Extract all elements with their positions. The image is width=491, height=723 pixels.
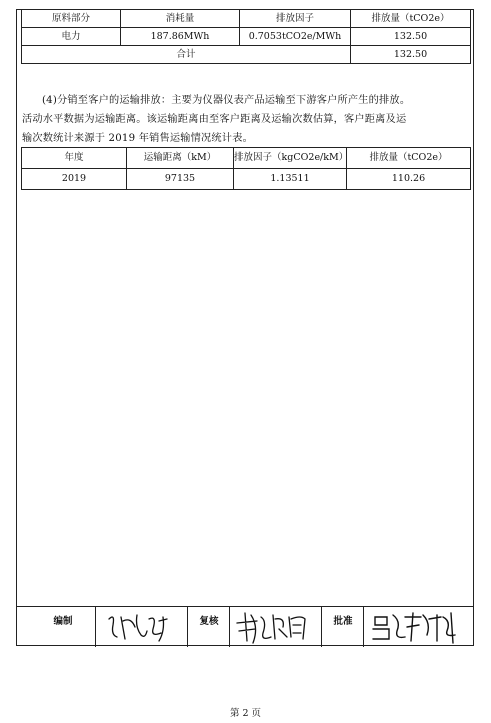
table-header-row [22, 148, 471, 169]
table-cell: 110.26 [347, 169, 471, 190]
table-cell: 电力 [22, 28, 121, 46]
header-cell: 消耗量 [121, 10, 240, 28]
table-cell: 2019 [22, 169, 127, 190]
approved-signature [367, 607, 463, 647]
table-total-row [22, 46, 471, 64]
paragraph-line: (4)分销至客户的运输排放：主要为仪器仪表产品运输至下游客户所产生的排放。 [42, 95, 411, 106]
prepared-label: 编制 [53, 616, 73, 627]
table-cell: 97135 [127, 169, 234, 190]
divider [363, 607, 364, 647]
page-number: 第 2 页 [229, 708, 262, 719]
document-frame [16, 9, 474, 646]
header-cell: 原料部分 [22, 10, 121, 28]
electricity-emission-table [21, 9, 471, 64]
header-cell: 排放因子（kgCO2e/kM） [234, 148, 347, 169]
header-cell: 年度 [22, 148, 127, 169]
divider [187, 607, 188, 647]
header-cell: 运输距离（kM） [127, 148, 234, 169]
reviewed-label: 复核 [199, 616, 219, 627]
transport-emission-paragraph [22, 91, 468, 148]
paragraph-line: 活动水平数据为运输距离。该运输距离由至客户距离及运输次数估算，客户距离及运 [22, 114, 407, 125]
table-row [22, 28, 471, 46]
signature-bar [17, 606, 473, 647]
transport-emission-table [21, 147, 471, 190]
header-cell: 排放量（tCO2e） [347, 148, 471, 169]
divider [95, 607, 96, 647]
table-row [22, 169, 471, 190]
reviewed-signature [231, 607, 319, 647]
approved-label: 批准 [333, 616, 353, 627]
table-cell: 132.50 [351, 28, 471, 46]
table-cell: 1.13511 [234, 169, 347, 190]
table-header-row [22, 10, 471, 28]
prepared-signature [101, 607, 181, 647]
table-cell: 0.7053tCO2e/MWh [240, 28, 351, 46]
divider [229, 607, 230, 647]
table-cell: 187.86MWh [121, 28, 240, 46]
header-cell: 排放因子 [240, 10, 351, 28]
paragraph-line: 输次数统计来源于 2019 年销售运输情况统计表。 [22, 133, 253, 144]
total-value: 132.50 [351, 46, 471, 64]
total-label: 合计 [22, 46, 351, 64]
header-cell: 排放量（tCO2e） [351, 10, 471, 28]
divider [321, 607, 322, 647]
